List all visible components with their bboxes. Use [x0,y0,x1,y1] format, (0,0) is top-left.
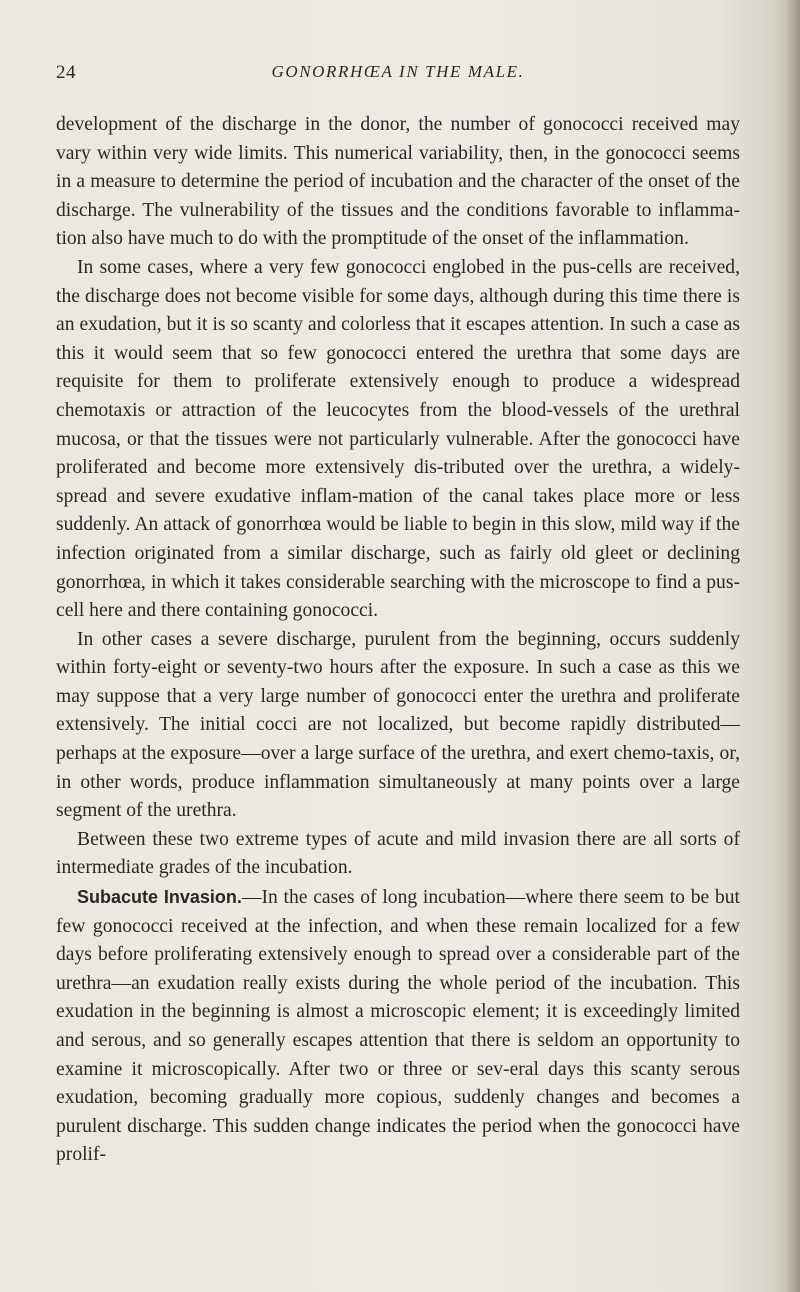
paragraph-2: In some cases, where a very few gonococci englobed in the pus-cells are received, the discharge does not become visible for some days, although during this time there is an exudation, but it is so scanty and colorless that it escapes attention. In such a case as this it would seem that so few gonococci entered the urethra that some days are requisite for them to proliferate extensively enough to produce a widespread chemotaxis or attraction of the leucocytes from the blood-vessels of the urethral mucosa, or that the tissues were not particularly vulnerable. After the gonococci have proliferated and become more extensively dis-tributed over the urethra, a widely-spread and severe exudative inflam-mation of the canal takes place more or less suddenly. An attack of gonorrhœa would be liable to begin in this slow, mild way if the infection originated from a similar discharge, such as fairly old gleet or declining gonorrhœa, in which it takes considerable searching with the microscope to find a pus-cell here and there containing gonococci. [56,256,740,622]
page-number: 24 [56,62,76,83]
paragraph-5-text: —In the cases of long incubation—where there seem to be but few gonococci received at the infection, and when these remain localized for a few days before proliferating extensively enough to spread over a considerable part of the urethra—an exudation really exists during the whole period of the incubation. This exudation in the beginning is almost a microscopic element; it is exceedingly limited and serous, and so generally escapes attention that there is seldom an opportunity to examine it microscopically. After two or three or sev-eral days this scanty serous exudation, becoming gradually more copious, suddenly changes and becomes a purulent discharge. This sudden change indicates the period when the gonococci have prolif- [56,887,740,1166]
page-header [56,62,740,92]
running-title: GONORRHŒA IN THE MALE. [271,62,525,81]
paragraph-1: development of the discharge in the donor, the number of gonococci received may vary within very wide limits. This numerical variability, then, in the gonococci seems in a measure to determine the period of incubation and the character of the onset of the discharge. The vulnerability of the tissues and the conditions favorable to inflamma-tion also have much to do with the promptitude of the onset of the inflammation. [56,114,740,250]
paragraph-5 [56,883,740,1170]
paragraph-4: Between these two extreme types of acute and mild invasion there are all sorts of intermediate grades of the incubation. [56,828,740,879]
body-text [56,111,740,1170]
page-edge-shadow [774,0,800,1292]
paragraph-3: In other cases a severe discharge, purulent from the beginning, occurs suddenly within forty-eight or seventy-two hours after the exposure. In such a case as this we may suppose that a very large number of gonococci enter the urethra and proliferate extensively. The initial cocci are not localized, but become rapidly distributed—perhaps at the exposure—over a large surface of the urethra, and exert chemo-taxis, or, in other words, produce inflammation simultaneously at many points over a large segment of the urethra. [56,628,740,822]
section-heading: Subacute Invasion. [77,887,242,908]
